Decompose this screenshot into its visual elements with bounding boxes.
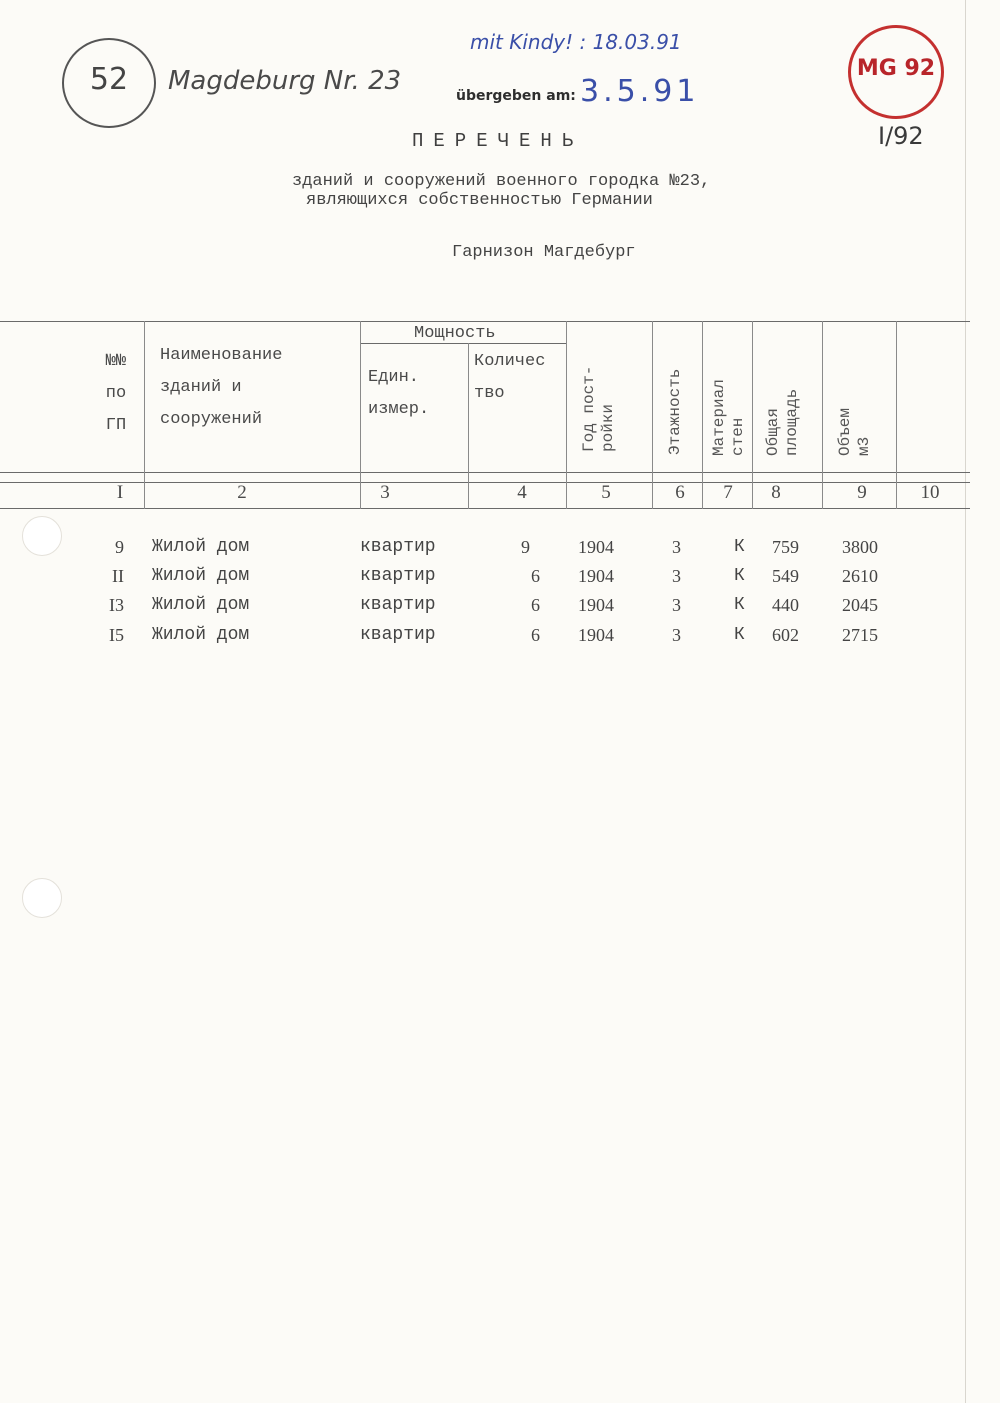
header-quantity-line-1: Количес: [474, 352, 546, 371]
column-number-9: 9: [857, 482, 867, 503]
row-floors: 3: [672, 595, 681, 615]
header-name: [160, 340, 282, 436]
page-mark: I/92: [878, 122, 924, 150]
header-double-rule: [0, 482, 970, 483]
red-stamp: [848, 25, 944, 119]
header-name-line-2: зданий и: [160, 378, 242, 397]
row-quantity: 6: [531, 595, 540, 615]
document-title: ПЕРЕЧЕНЬ: [412, 130, 584, 152]
subtitle-line-2: являющихся собственностью Германии: [306, 191, 653, 210]
row-floors: 3: [672, 537, 681, 557]
column-divider-7: [752, 321, 753, 509]
row-area: 549: [772, 566, 799, 586]
row-quantity: 6: [531, 566, 540, 586]
header-unit-line-1: Един.: [368, 368, 420, 387]
column-number-3: 3: [380, 482, 390, 503]
received-note: mit Kindy! : 18.03.91: [470, 30, 682, 54]
row-number: 9: [115, 537, 124, 557]
header-number-line-2: по: [105, 384, 127, 403]
row-area: 602: [772, 625, 799, 645]
row-area: 440: [772, 595, 799, 615]
garrison-name: Гарнизон Магдебург: [452, 243, 636, 262]
row-year: 1904: [578, 566, 614, 586]
row-volume: 2045: [842, 595, 878, 615]
column-divider-3: [468, 343, 469, 509]
row-quantity: 9: [521, 537, 530, 557]
header-number-line-1: №№: [105, 352, 127, 371]
header-quantity-line-2: тво: [474, 384, 505, 403]
table-row: [0, 595, 960, 625]
header-number: [96, 346, 136, 442]
row-name: Жилой дом: [152, 625, 250, 645]
header-capacity: Мощность: [414, 324, 496, 343]
column-number-6: 6: [675, 482, 685, 503]
handed-over-label: übergeben am:: [456, 88, 576, 104]
header-quantity: [474, 346, 545, 410]
column-divider-9: [896, 321, 897, 509]
page-edge-line: [965, 0, 966, 1403]
header-floors: Этажность: [666, 368, 684, 455]
header-material: Материал стен: [710, 379, 747, 456]
row-year: 1904: [578, 537, 614, 557]
header-area: Общая площадь: [764, 388, 801, 456]
column-number-10: 10: [920, 482, 940, 503]
row-volume: 2610: [842, 566, 878, 586]
row-year: 1904: [578, 625, 614, 645]
row-unit: квартир: [360, 595, 436, 615]
red-stamp-text: MG 92: [856, 56, 936, 81]
header-bottom-rule: [0, 472, 970, 473]
row-unit: квартир: [360, 566, 436, 586]
handwritten-location: Magdeburg Nr. 23: [168, 66, 402, 96]
column-divider-2: [360, 321, 361, 509]
row-floors: 3: [672, 566, 681, 586]
column-divider-8: [822, 321, 823, 509]
row-volume: 2715: [842, 625, 878, 645]
column-number-4: 4: [517, 482, 527, 503]
circled-number-text: 52: [89, 62, 129, 97]
table-row: [0, 625, 960, 655]
column-number-1: I: [116, 482, 124, 503]
row-number: I5: [109, 625, 124, 645]
table-row: [0, 537, 960, 567]
row-material: К: [734, 537, 745, 557]
header-name-line-3: сооружений: [160, 410, 263, 429]
row-name: Жилой дом: [152, 537, 250, 557]
row-name: Жилой дом: [152, 566, 250, 586]
header-volume: Объем м3: [836, 407, 873, 456]
row-material: К: [734, 625, 745, 645]
column-number-2: 2: [237, 482, 247, 503]
row-material: К: [734, 566, 745, 586]
column-divider-4: [566, 321, 567, 509]
column-divider-6: [702, 321, 703, 509]
header-year: Год пост- ройки: [580, 365, 617, 452]
row-material: К: [734, 595, 745, 615]
circled-archive-number: [62, 38, 156, 128]
column-number-7: 7: [723, 482, 733, 503]
row-year: 1904: [578, 595, 614, 615]
table-row: [0, 566, 960, 596]
header-name-line-1: Наименование: [160, 346, 283, 365]
row-number: II: [112, 566, 124, 586]
row-name: Жилой дом: [152, 595, 250, 615]
header-unit-line-2: измер.: [368, 400, 430, 419]
column-numbers-rule: [0, 508, 970, 509]
column-number-8: 8: [771, 482, 781, 503]
column-divider-5: [652, 321, 653, 509]
row-unit: квартир: [360, 625, 436, 645]
header-unit: [368, 362, 429, 426]
row-floors: 3: [672, 625, 681, 645]
row-area: 759: [772, 537, 799, 557]
header-number-line-3: ГП: [105, 416, 127, 435]
column-number-5: 5: [601, 482, 611, 503]
handed-over-date: 3.5.91: [580, 74, 700, 109]
row-number: I3: [109, 595, 124, 615]
column-divider-1: [144, 321, 145, 509]
row-unit: квартир: [360, 537, 436, 557]
row-volume: 3800: [842, 537, 878, 557]
punch-hole-bottom: [22, 878, 62, 918]
subtitle-line-1: зданий и сооружений военного городка №23,: [292, 172, 711, 191]
row-quantity: 6: [531, 625, 540, 645]
